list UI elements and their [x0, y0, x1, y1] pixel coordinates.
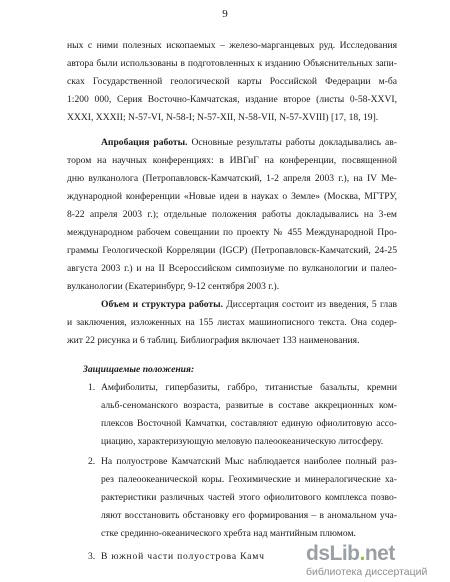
logo-main: dsLib	[306, 542, 360, 565]
text-line: Амфиболиты, гипербазиты, габбро, титанистые базальты, кремни	[101, 382, 397, 393]
item-number: 2.	[88, 456, 96, 467]
text-line: ждународной конференции «Новые идеи в науках о Земле» (Москва, МГТРУ,	[67, 191, 397, 202]
text-line: циацию, характеризующую меловую палеоокеаническую литосферу.	[101, 436, 384, 447]
page-number: 9	[222, 8, 228, 20]
text-line: плексов Восточной Камчатки, составляют единую офиолитовую ассо-	[101, 418, 397, 429]
text-line: граммы Геологической Корреляции (IGCP) (Петропавловск-Камчатский, 24-25	[67, 245, 397, 256]
text-line: рактеристики различных частей этого офиолитового комплекса позво-	[101, 492, 397, 503]
approbation-first-line	[101, 137, 397, 149]
text-line: дню вулканолога (Петропавловск-Камчатский, 1-2 апреля 2003 г.), на IV Ме-	[67, 173, 397, 184]
text-line: рез палеоокеанической коры. Геохимические и минералогические ха-	[101, 474, 397, 485]
text-line: ляют восстановить обстановку его формирования – в аномальном уча-	[101, 510, 397, 521]
text-line: 1:200 000, Серия Восточно-Камчатская, издание второе (листы 0-58-XXVI,	[67, 94, 397, 105]
structure-heading: Объем и структура работы.	[101, 299, 223, 310]
watermark[interactable]	[302, 542, 448, 580]
watermark-subtitle: библиотека диссертаций	[306, 566, 428, 578]
text-line: международном рабочем совещании по проекту № 455 Международной Про-	[67, 227, 397, 238]
text-line: стке срединно-океанического хребта над мантийным плюмом.	[101, 528, 356, 539]
text-line: XXXI, XXXII; N-57-VI, N-58-I; N-57-XII, N-58-VII, N-57-XVIII) [17, 18, 19].	[67, 112, 379, 123]
text-span: Основные результаты работы докладывались ав-	[187, 137, 397, 148]
theses-heading: Защищаемые положения:	[83, 364, 195, 375]
text-line: На полуострове Камчатский Мыс наблюдается наиболее полный раз-	[101, 456, 397, 467]
text-line: жит 22 рисунка и 6 таблиц. Библиография включает 133 наименования.	[67, 335, 360, 346]
text-line: тором на научных конференциях: в ИВГиГ на конференции, посвященной	[67, 155, 397, 166]
logo-tld: net	[364, 542, 395, 565]
watermark-logo	[306, 542, 395, 566]
text-line: ных с ними полезных ископаемых – железо-марганцевых руд. Исследования	[67, 40, 397, 51]
item-number: 3.	[88, 551, 96, 562]
text-line: сках Государственной геологической карты Российской Федерации м-ба	[67, 76, 397, 87]
text-line: вулканологии (Екатеринбург, 9-12 сентября 2003 г.).	[67, 281, 280, 292]
text-line: В южной части полуострова Камч	[101, 551, 265, 562]
text-line: и заключения, изложенных на 155 листах машинописного текста. Она содер-	[67, 317, 397, 328]
text-span: Диссертация состоит из введения, 5 глав	[222, 299, 397, 310]
text-line: августа 2003 г.) и на II Всероссийском симпозиуме по вулканологии и палео-	[67, 263, 397, 274]
approbation-heading: Апробация работы.	[101, 137, 188, 148]
structure-first-line	[101, 299, 397, 311]
text-line: автора были использованы в подготовленных к изданию Объяснительных запи-	[67, 58, 397, 69]
logo-dot: .	[359, 542, 365, 565]
text-line: 8-22 апреля 2003 г.); отдельные положения работы докладывались на 3-ем	[67, 209, 397, 220]
text-line: альб-сеноманского возраста, развитые в составе аккреционных ком-	[101, 400, 397, 411]
item-number: 1.	[88, 382, 96, 393]
